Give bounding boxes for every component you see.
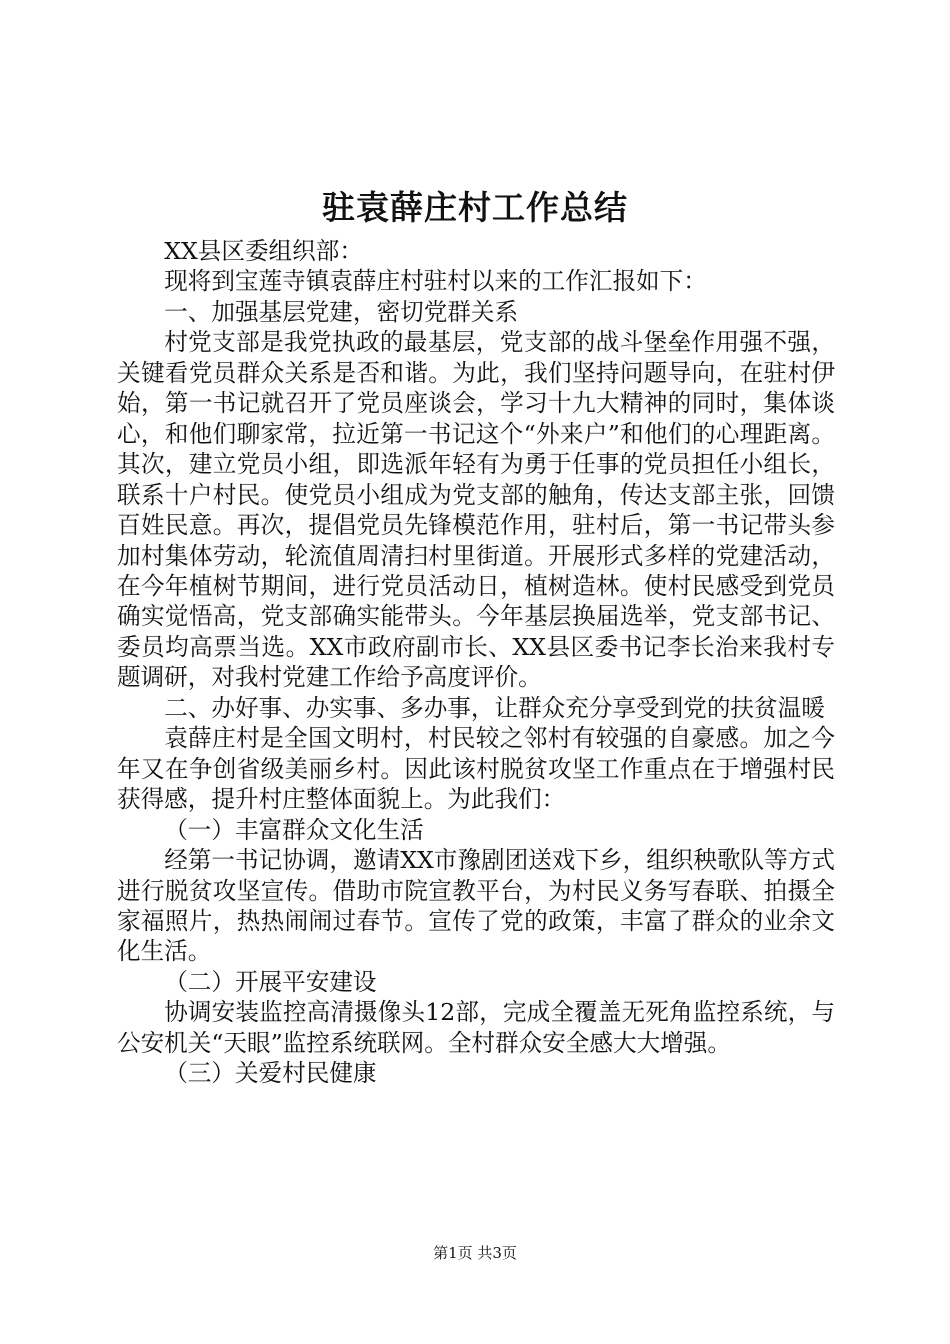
document-title: 驻袁薛庄村工作总结 <box>322 188 628 227</box>
document-body <box>117 236 835 1089</box>
section-heading-2: 二、办好事、办实事、多办事，让群众充分享受到党的扶贫温暖 <box>164 693 825 722</box>
section-heading-1: 一、加强基层党建，密切党群关系 <box>164 297 519 326</box>
page-footer: 第1页 共3页 <box>433 1244 517 1262</box>
body-paragraph: 经第一书记协调，邀请XX市豫剧团送戏下乡，组织秧歌队等方式进行脱贫攻坚宣传。借助市院宣教平台，为村民义务写春联、拍摄全家福照片，热热闹闹过春节。宣传了党的政策，丰富了群众的业余文化生活。 <box>117 846 835 966</box>
body-paragraph: 袁薛庄村是全国文明村，村民较之邻村有较强的自豪感。加之今年又在争创省级美丽乡村。因此该村脱贫攻坚工作重点在于增强村民获得感，提升村庄整体面貌上。为此我们： <box>117 724 835 814</box>
subsection-heading-3: （三）关爱村民健康 <box>164 1059 377 1088</box>
intro-paragraph: 现将到宝莲寺镇袁薛庄村驻村以来的工作汇报如下： <box>164 267 707 296</box>
subsection-heading-1: （一）丰富群众文化生活 <box>164 815 424 844</box>
subsection-heading-2: （二）开展平安建设 <box>164 967 377 996</box>
salutation: XX县区委组织部： <box>164 237 363 265</box>
body-paragraph: 村党支部是我党执政的最基层，党支部的战斗堡垒作用强不强，关键看党员群众关系是否和谐。为此，我们坚持问题导向，在驻村伊始，第一书记就召开了党员座谈会，学习十九大精神的同时，集体谈心，和他们聊家常，拉近第一书记这个“外来户”和他们的心理距离。其次，建立党员小组，即选派年轻有为勇于任事的党员担任小组长，联系十户村民。使党员小组成为党支部的触角，传达支部主张，回馈百姓民意。再次，提倡党员先锋模范作用，驻村后，第一书记带头参加村集体劳动，轮流值周清扫村里街道。开展形式多样的党建活动，在今年植树节期间，进行党员活动日，植树造林。使村民感受到党员确实觉悟高，党支部确实能带头。今年基层换届选举，党支部书记、委员均高票当选。XX市政府副市长、XX县区委书记李长治来我村专题调研，对我村党建工作给予高度评价。 <box>117 328 835 692</box>
body-paragraph: 协调安装监控高清摄像头12部，完成全覆盖无死角监控系统，与公安机关“天眼”监控系统联网。全村群众安全感大大增强。 <box>117 998 835 1057</box>
